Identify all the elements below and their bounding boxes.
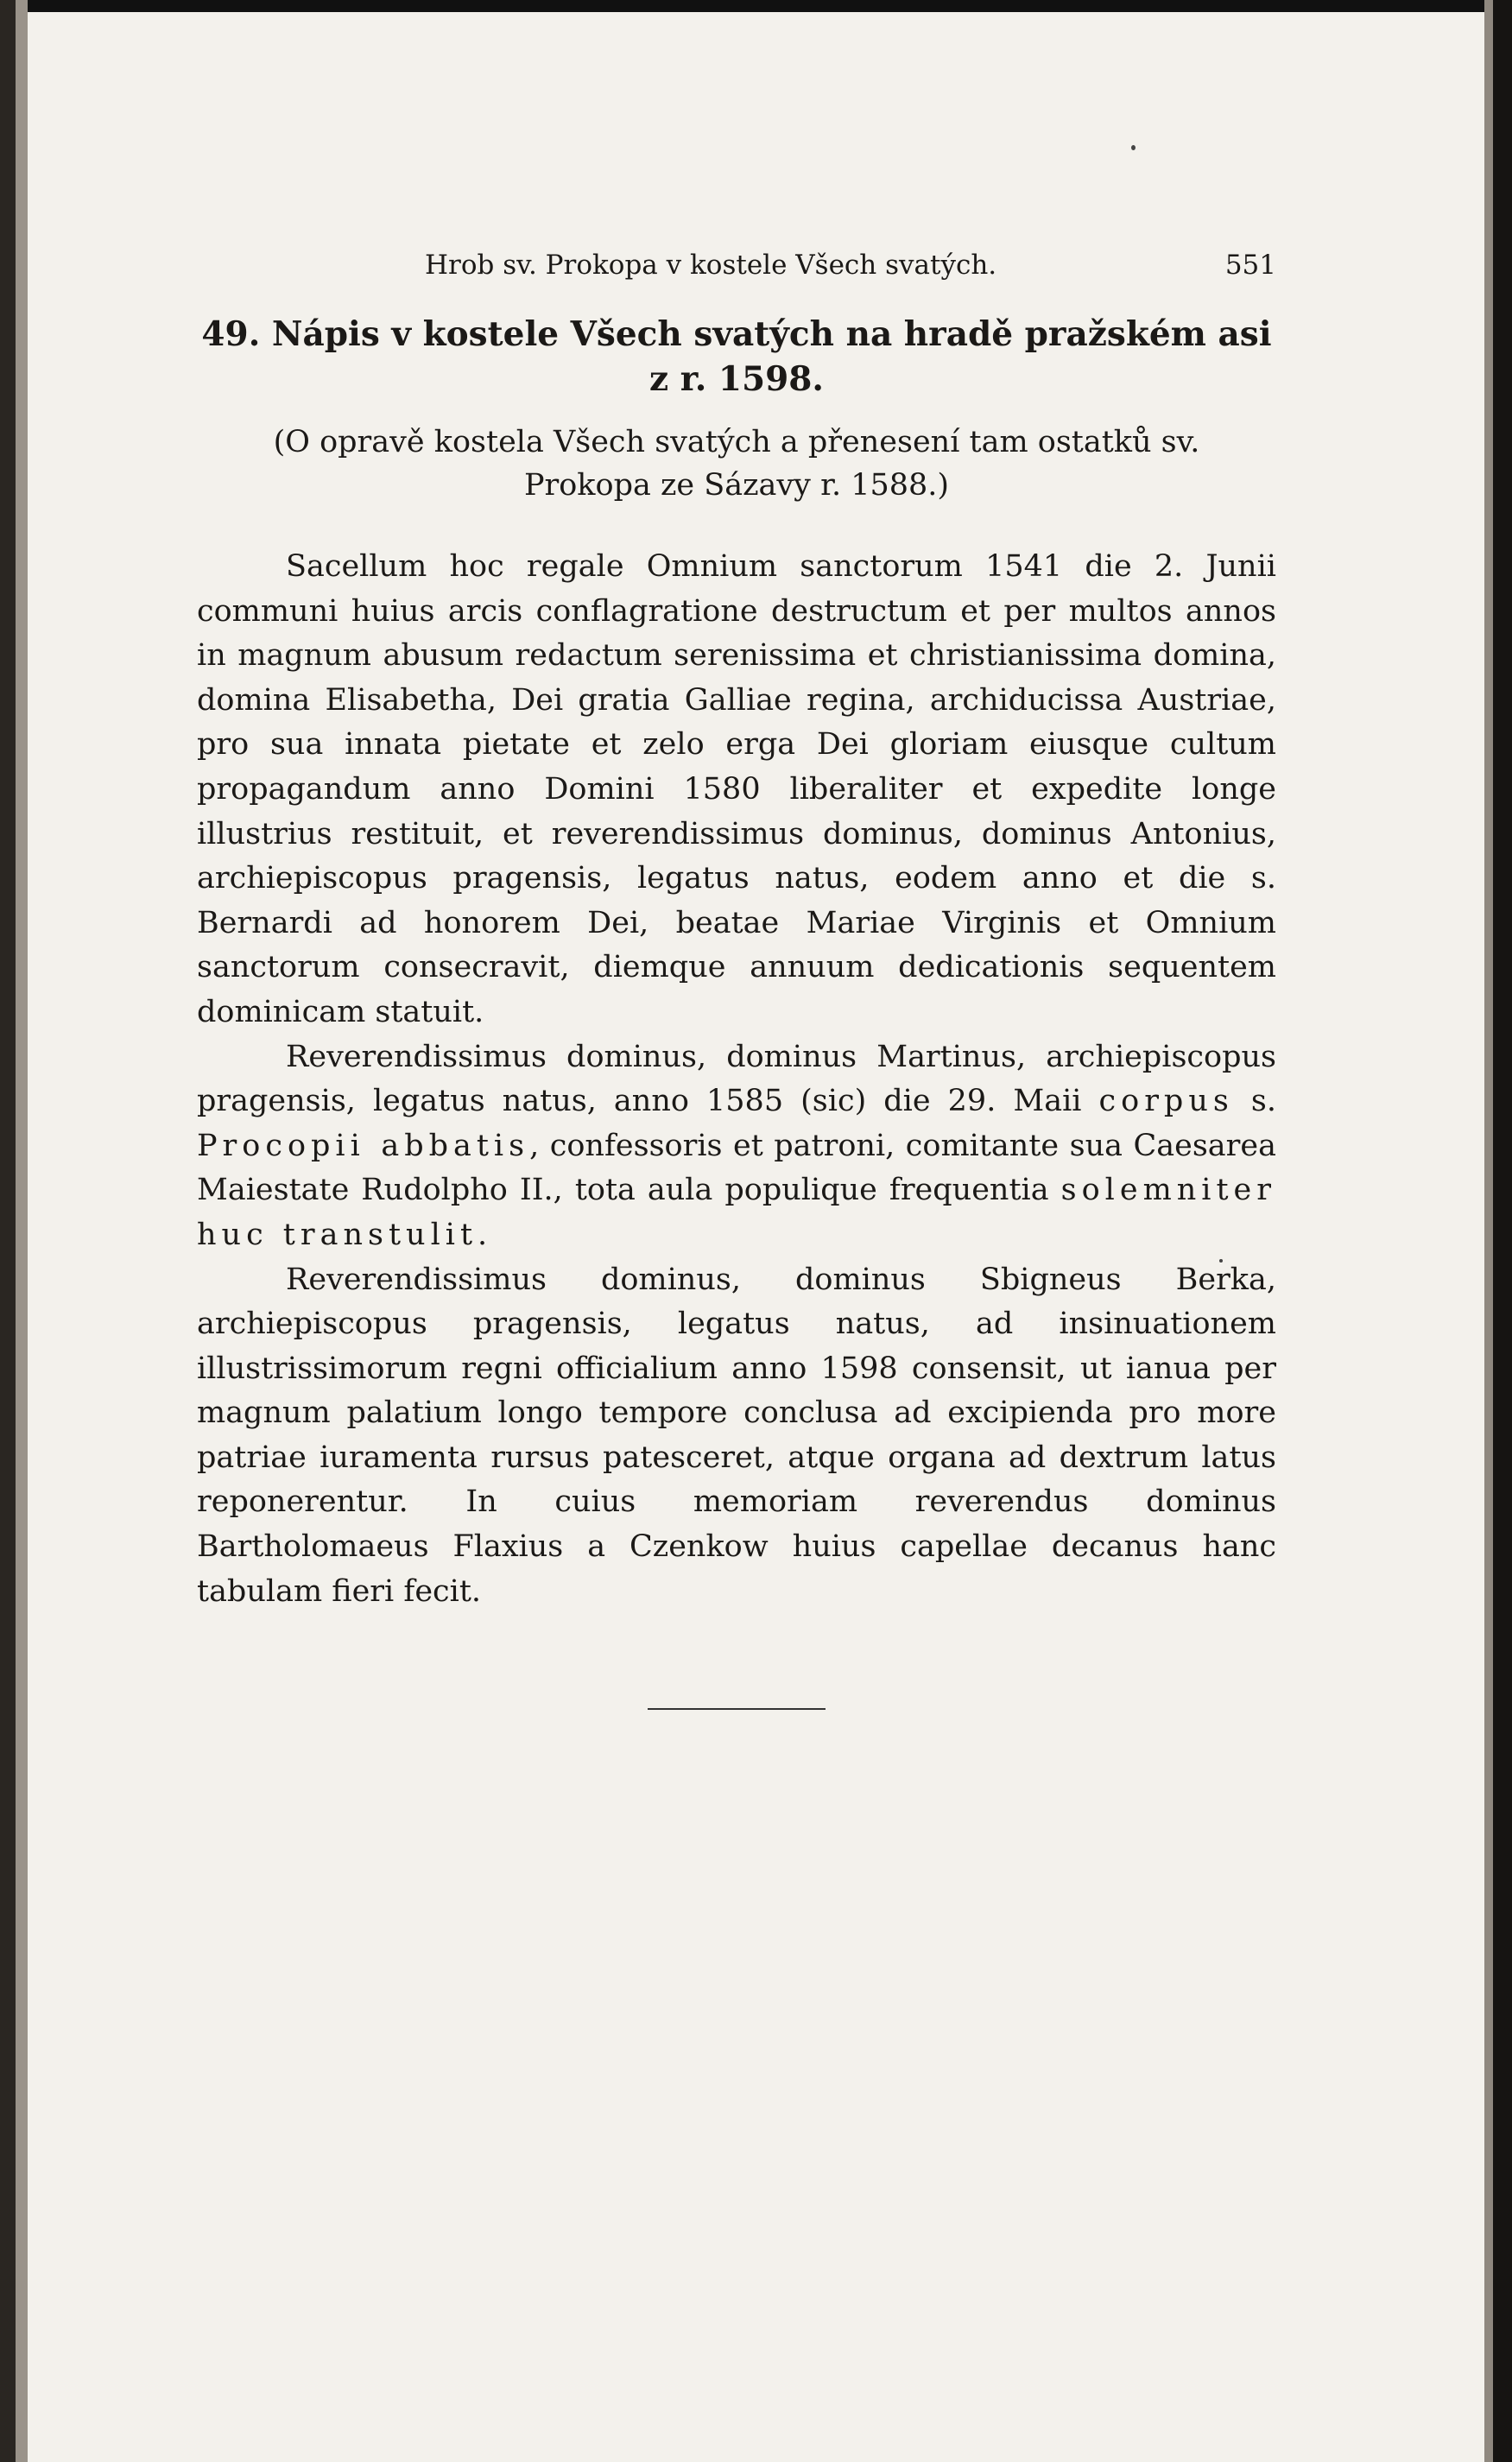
section-heading-line-1: 49. Nápis v kostele Všech svatých na hradě pražském asi: [201, 314, 1272, 354]
section-subheading-line-2: Prokopa ze Sázavy r. 1588.): [523, 468, 950, 503]
paragraph-2-spaced-corpus: corpus: [1098, 1084, 1234, 1119]
scan-border-left: [0, 0, 16, 2462]
paragraph-2-spaced-procopii: Procopii abbatis: [197, 1128, 530, 1163]
scan-border-top: [0, 0, 1512, 12]
scan-speck: [1131, 145, 1136, 150]
running-head-title: Hrob sv. Prokopa v kostele Všech svatých.: [425, 250, 997, 281]
section-subheading-line-1: (O opravě kostela Všech svatých a přenesení tam ostatků sv.: [273, 425, 1200, 459]
scan-border-right: [1493, 0, 1512, 2462]
section-subheading: [197, 421, 1276, 507]
section-heading: [197, 312, 1276, 402]
paragraph-2-spaced-solemniter: solemniter huc transtulit: [197, 1173, 1276, 1252]
paragraph-2-text-e: , confessoris et patroni, comitante sua Caesarea Maiestate Rudolpho II., tota aula populique frequentia: [197, 1128, 1276, 1208]
paragraph-2-text-g: .: [478, 1217, 488, 1252]
section-end-rule: [648, 1708, 826, 1710]
scan-border-left-shadow: [16, 0, 28, 2462]
inscription-paragraph-1: Sacellum hoc regale Omnium sanctorum 1541 die 2. Junii communi huius arcis conflagratione destructum et per multos annos in magnum abusum redactum serenissima et christianissima domina, domina Elisabetha, Dei gratia Galliae regina, archiducissa Austriae, pro sua innata pietate et zelo erga Dei gloriam eiusque cultum propagandum anno Domini 1580 liberaliter et expedite longe illustrius restituit, et reverendissimus dominus, dominus Antonius, archiepiscopus pragensis, legatus natus, eodem anno et die s. Bernardi ad honorem Dei, beatae Mariae Virginis et Omnium sanctorum consecravit, diemque annuum dedicationis sequentem dominicam statuit.: [197, 549, 1276, 1029]
paragraph-2-text-c: s.: [1233, 1084, 1276, 1119]
inscription-paragraph-3: Reverendissimus dominus, dominus Sbigneus Berka, archiepiscopus pragensis, legatus natus, ad insinuationem illustrissimorum regni officialium anno 1598 consensit, ut ianua per magnum palatium longo tempore conclusa ad excipienda pro more patriae iuramenta rursus patesceret, atque organa ad dextrum latus reponerentur. In cuius memoriam reverendus dominus Bartholomaeus Flaxius a Czenkow huius capellae decanus hanc tabulam fieri fecit.: [197, 1262, 1276, 1609]
inscription-paragraph-2: [197, 1035, 1276, 1258]
page-content: [197, 237, 1276, 1614]
scan-border-right-shadow: [1484, 0, 1493, 2462]
paragraph-2-text-a: Reverendissimus dominus, dominus Martinus, archiepiscopus pragensis, legatus natus, anno 1585 (sic) die 29. Maii: [197, 1039, 1276, 1119]
running-head: [197, 237, 1276, 281]
section-heading-line-2: z r. 1598.: [649, 359, 824, 399]
page-number: 551: [1224, 250, 1276, 281]
